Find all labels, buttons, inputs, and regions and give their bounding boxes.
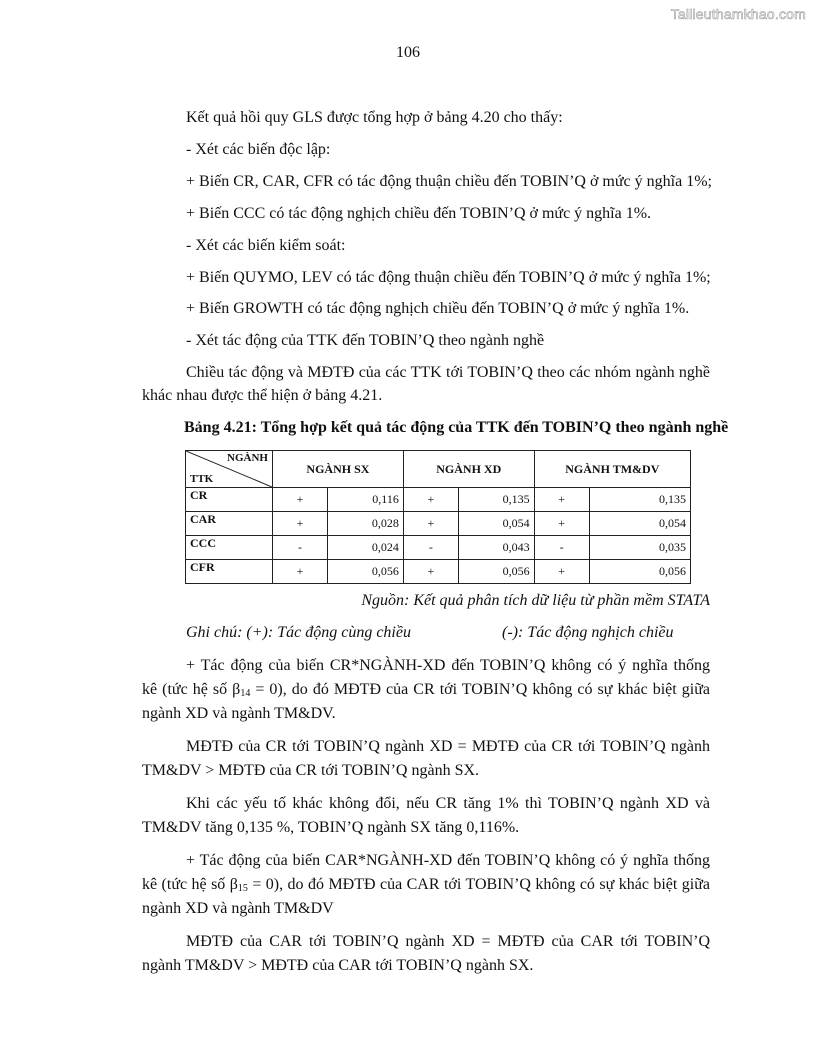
paragraph: Kết quả hồi quy GLS được tổng hợp ở bảng 4.20 cho thấy: [186, 109, 563, 126]
table-note-positive: Ghi chú: (+): Tác động cùng chiều [186, 624, 411, 641]
value-cell: 0,135 [589, 488, 690, 512]
corner-label-ttk: TTK [190, 473, 214, 485]
value-cell: 0,054 [458, 512, 534, 536]
table-note-negative: (-): Tác động nghịch chiều [502, 624, 674, 641]
sign-cell: + [534, 560, 589, 584]
value-cell: 0,135 [458, 488, 534, 512]
watermark: Tailieuthamkhao.com [670, 6, 806, 22]
paragraph: Khi các yếu tố khác không đổi, nếu CR tăng 1% thì TOBIN’Q ngành XD và [186, 795, 710, 812]
paragraph: + Biến QUYMO, LEV có tác động thuận chiều đến TOBIN’Q ở mức ý nghĩa 1%; [186, 269, 711, 286]
value-cell: 0,054 [589, 512, 690, 536]
variable-cell: CR [186, 488, 273, 512]
sign-cell: + [273, 512, 328, 536]
subscript: 14 [240, 688, 251, 699]
paragraph: khác nhau được thể hiện ở bảng 4.21. [142, 387, 383, 404]
value-cell: 0,056 [458, 560, 534, 584]
paragraph: ngành TM&DV > MĐTĐ của CAR tới TOBIN’Q ngành SX. [142, 957, 534, 974]
results-table [185, 450, 691, 584]
value-cell: 0,056 [328, 560, 404, 584]
variable-cell: CCC [186, 536, 273, 560]
table-row [186, 536, 691, 560]
table-row [186, 560, 691, 584]
text: = 0), do đó MĐTĐ của CR tới TOBIN’Q không có sự khác biệt giữa [250, 681, 710, 698]
value-cell: 0,056 [589, 560, 690, 584]
paragraph: TM&DV > MĐTĐ của CR tới TOBIN’Q ngành SX. [142, 762, 480, 779]
paragraph: + Biến CCC có tác động nghịch chiều đến TOBIN’Q ở mức ý nghĩa 1%. [186, 205, 652, 222]
table-header-row [186, 451, 691, 488]
text: kê (tức hệ số β [142, 876, 238, 893]
paragraph: + Biến CR, CAR, CFR có tác động thuận chiều đến TOBIN’Q ở mức ý nghĩa 1%; [186, 173, 712, 190]
sign-cell: + [273, 560, 328, 584]
paragraph: ngành XD và ngành TM&DV. [142, 705, 336, 722]
sign-cell: + [273, 488, 328, 512]
paragraph: + Tác động của biến CAR*NGÀNH-XD đến TOBIN’Q không có ý nghĩa thống [186, 852, 710, 869]
value-cell: 0,116 [328, 488, 404, 512]
sign-cell: + [403, 560, 458, 584]
text: = 0), do đó MĐTĐ của CAR tới TOBIN’Q không có sự khác biệt giữa [247, 876, 711, 893]
sign-cell: + [403, 512, 458, 536]
paragraph: - Xét tác động của TTK đến TOBIN’Q theo ngành nghề [186, 332, 545, 349]
variable-cell: CFR [186, 560, 273, 584]
text: kê (tức hệ số β [142, 681, 241, 698]
table-row [186, 512, 691, 536]
paragraph: - Xét các biến độc lập: [186, 141, 331, 158]
column-header: NGÀNH SX [273, 451, 404, 488]
sign-cell: + [534, 512, 589, 536]
paragraph: + Tác động của biến CR*NGÀNH-XD đến TOBIN’Q không có ý nghĩa thống [186, 657, 710, 674]
column-header: NGÀNH XD [403, 451, 534, 488]
value-cell: 0,043 [458, 536, 534, 560]
sign-cell: + [534, 488, 589, 512]
paragraph: - Xét các biến kiểm soát: [186, 237, 346, 254]
sign-cell: - [403, 536, 458, 560]
paragraph [142, 680, 710, 704]
paragraph [142, 875, 710, 899]
page-number: 106 [396, 44, 420, 61]
table-corner-cell [186, 451, 273, 488]
value-cell: 0,024 [328, 536, 404, 560]
table-caption: Bảng 4.21: Tổng hợp kết quả tác động của TTK đến TOBIN’Q theo ngành nghề [184, 419, 729, 436]
table-row [186, 488, 691, 512]
sign-cell: - [273, 536, 328, 560]
sign-cell: - [534, 536, 589, 560]
corner-label-nganh: NGÀNH [227, 452, 268, 464]
subscript: 15 [237, 883, 248, 894]
paragraph: + Biến GROWTH có tác động nghịch chiều đến TOBIN’Q ở mức ý nghĩa 1%. [186, 300, 690, 317]
paragraph: Chiều tác động và MĐTĐ của các TTK tới TOBIN’Q theo các nhóm ngành nghề [186, 364, 710, 381]
paragraph: ngành XD và ngành TM&DV [142, 900, 334, 917]
value-cell: 0,028 [328, 512, 404, 536]
paragraph: MĐTĐ của CR tới TOBIN’Q ngành XD = MĐTĐ của CR tới TOBIN’Q ngành [186, 738, 710, 755]
table-source: Nguồn: Kết quả phân tích dữ liệu từ phần mềm STATA [361, 592, 710, 609]
variable-cell: CAR [186, 512, 273, 536]
value-cell: 0,035 [589, 536, 690, 560]
column-header: NGÀNH TM&DV [534, 451, 690, 488]
paragraph: TM&DV tăng 0,135 %, TOBIN’Q ngành SX tăng 0,116%. [142, 819, 520, 836]
sign-cell: + [403, 488, 458, 512]
paragraph: MĐTĐ của CAR tới TOBIN’Q ngành XD = MĐTĐ của CAR tới TOBIN’Q [186, 933, 710, 950]
